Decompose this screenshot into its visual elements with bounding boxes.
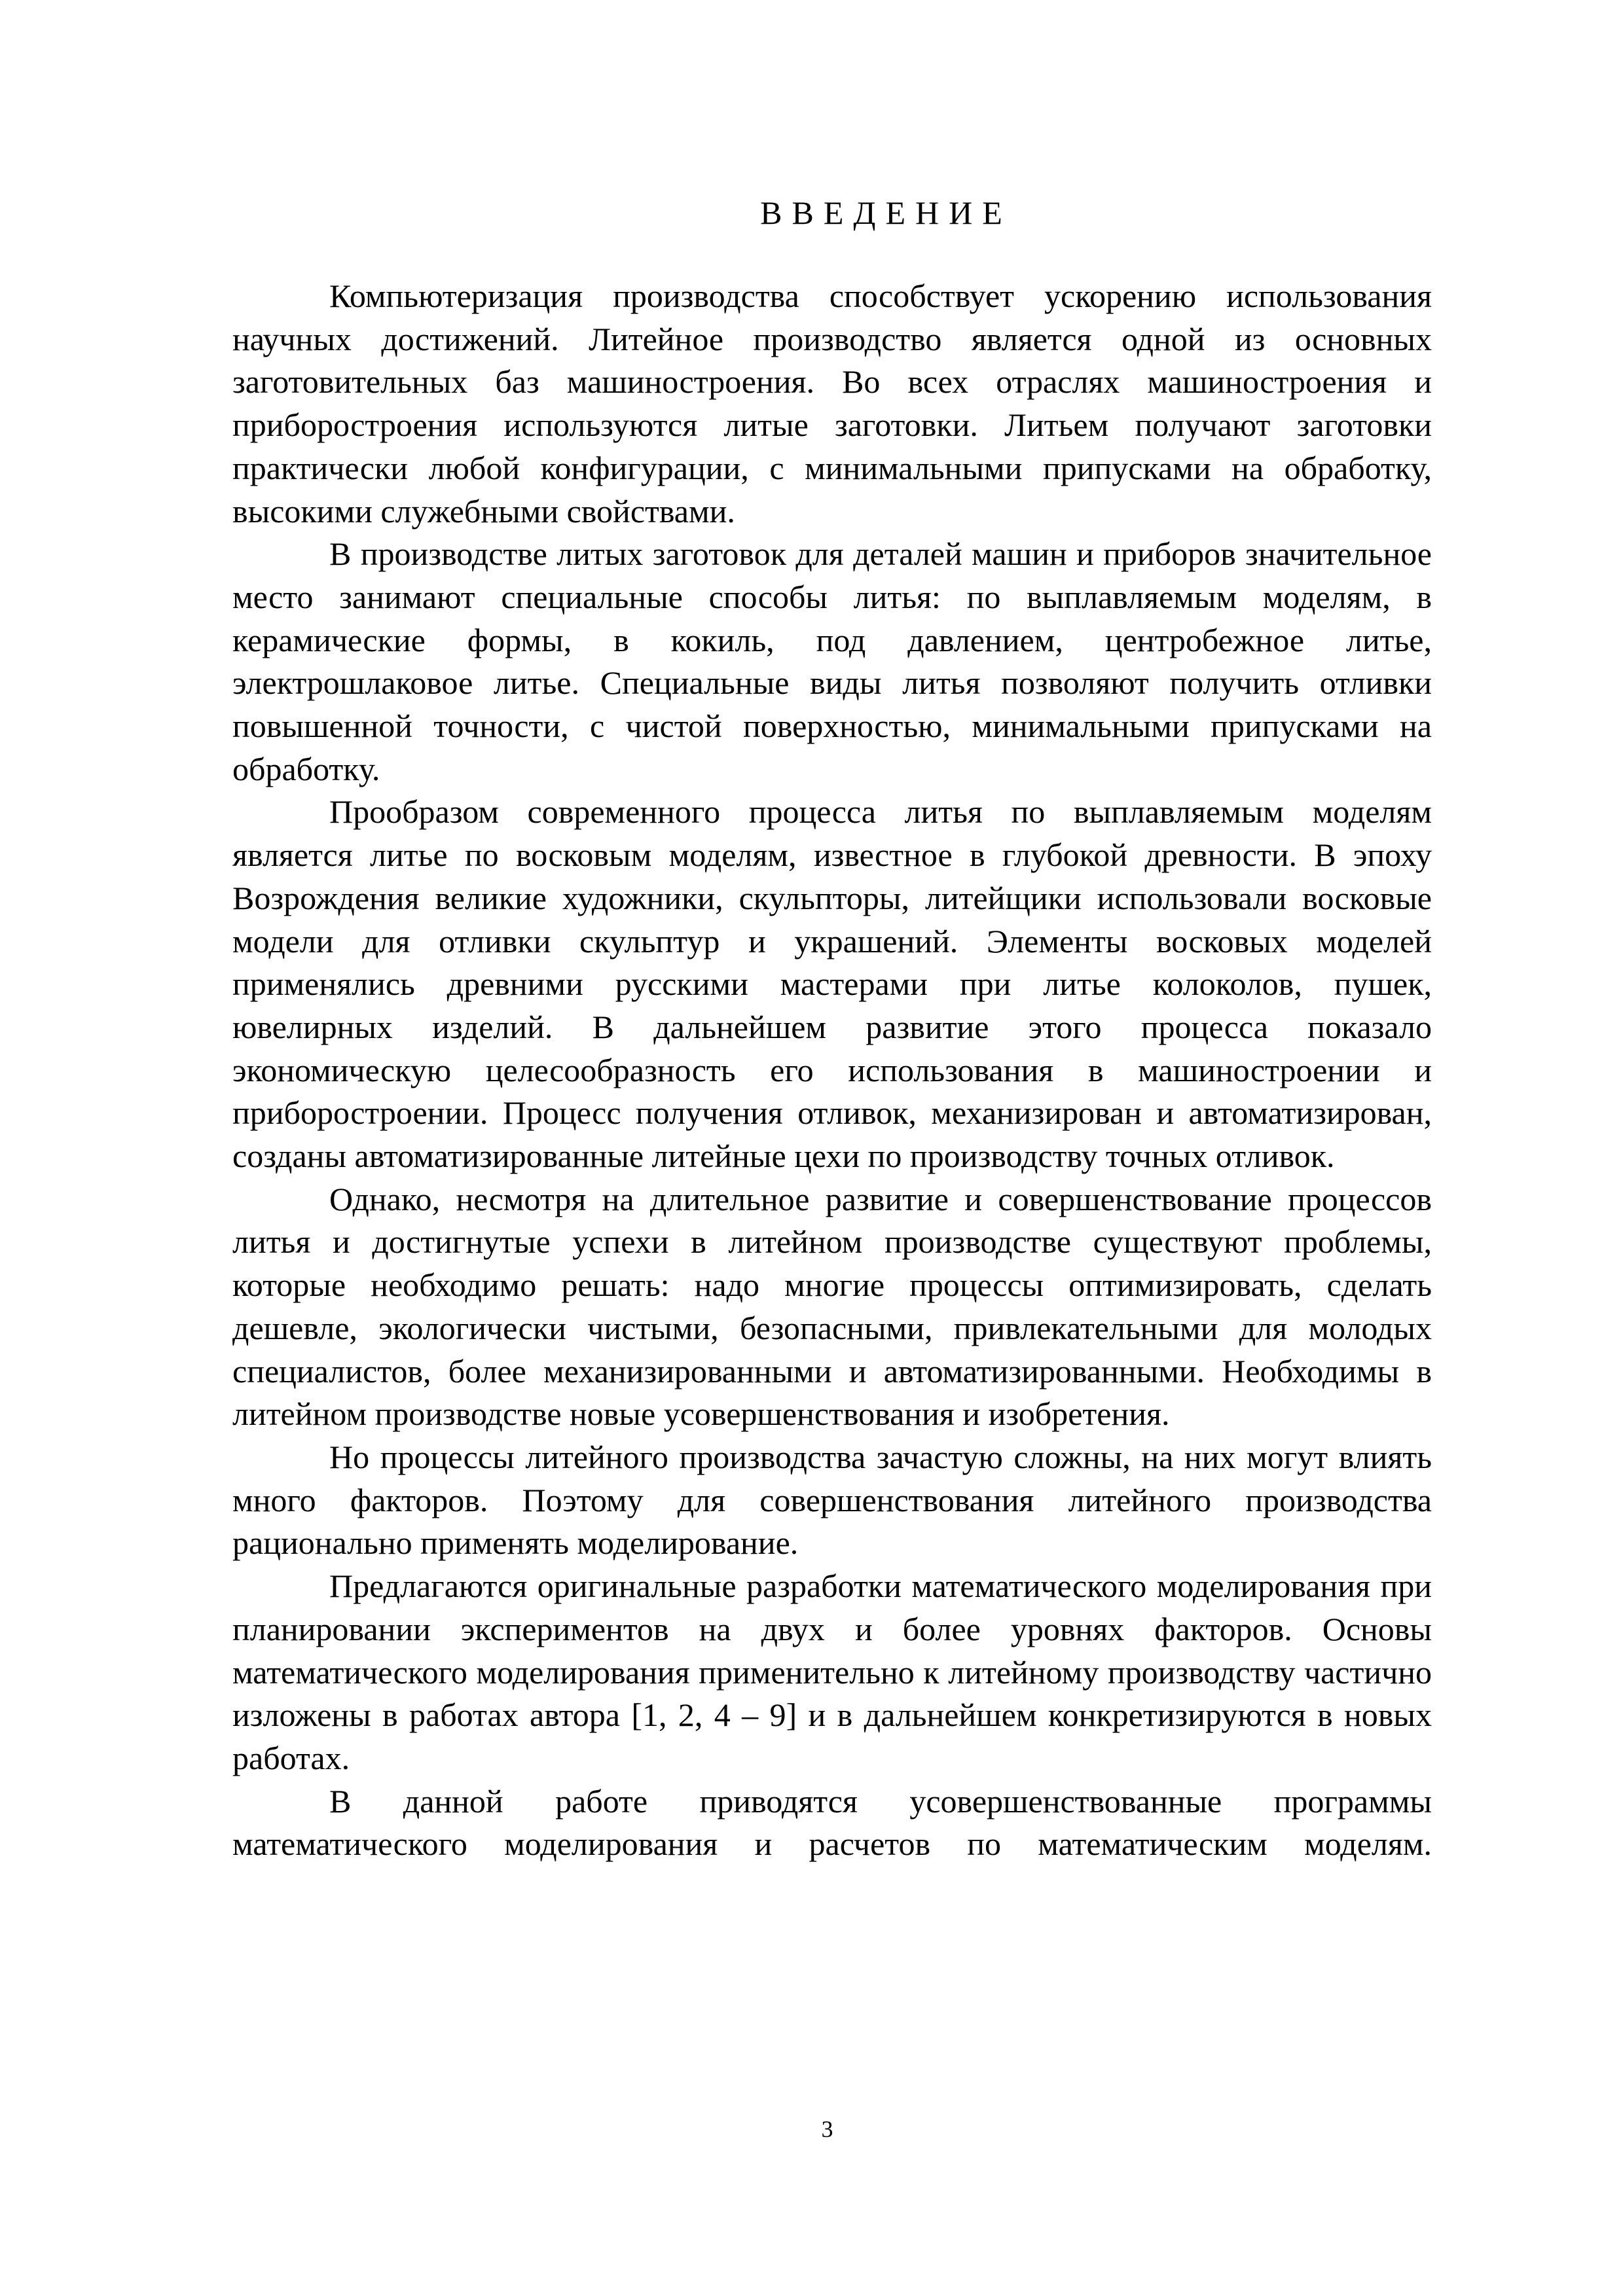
paragraph-3: Прообразом современного процесса литья по выплавляемым моделям является литье по восковым моделям, известное в глубокой древности. В эпоху Возрождения великие художники, скульпторы, литейщики использовали восковые модели для отливки скульптур и украшений. Элементы восковых моделей применялись древними русскими мастерами при литье колоколов, пушек, ювелирных изделий. В дальнейшем развитие этого процесса показало экономическую целесообразность его использования в машиностроении и приборостроении. Процесс получения отливок, механизирован и автоматизирован, созданы автоматизированные литейные цехи по производству точных отливок.	[232, 793, 1432, 1175]
paragraph-1: Компьютеризация производства способствует ускорению использования научных достижений. Литейное производство является одной из основных заготовительных баз машиностроения. Во всех отраслях машиностроения и приборостроения используются литые заготовки. Литьем получают заготовки практически любой конфигурации, с минимальными припусками на обработку, высокими служебными свойствами.	[232, 278, 1432, 529]
paragraph-5: Но процессы литейного производства зачастую сложны, на них могут влиять много факторов. Поэтому для совершенствования литейного производства рационально применять моделирование.	[232, 1438, 1432, 1562]
paragraph-6: Предлагаются оригинальные разработки математического моделирования при планировании экспериментов на двух и более уровнях факторов. Основы математического моделирования применительно к литейному производству частично изложены в работах автора [1, 2, 4 – 9] и в дальнейшем конкретизируются в новых работах.	[232, 1568, 1432, 1776]
page-number: 3	[821, 2116, 833, 2142]
paragraph-7: В данной работе приводятся усовершенствованные программы математического моделирования и расчетов по математическим моделям.	[232, 1782, 1432, 1863]
paragraph-2: В производстве литых заготовок для деталей машин и приборов значительное место занимают специальные способы литья: по выплавляемым моделям, в керамические формы, в кокиль, под давлением, центробежное литье, электрошлаковое литье. Специальные виды литья позволяют получить отливки повышенной точности, с чистой поверхностью, минимальными припусками на обработку.	[232, 535, 1432, 787]
document-body	[232, 275, 1432, 1866]
page-title: ВВЕДЕНИЕ	[760, 194, 1012, 231]
paragraph-4: Однако, несмотря на длительное развитие и совершенствование процессов литья и достигнутые успехи в литейном производстве существуют проблемы, которые необходимо решать: надо многие процессы оптимизировать, сделать дешевле, экологически чистыми, безопасными, привлекательными для молодых специалистов, более механизированными и автоматизированными. Необходимы в литейном производстве новые усовершенствования и изобретения.	[232, 1180, 1432, 1433]
